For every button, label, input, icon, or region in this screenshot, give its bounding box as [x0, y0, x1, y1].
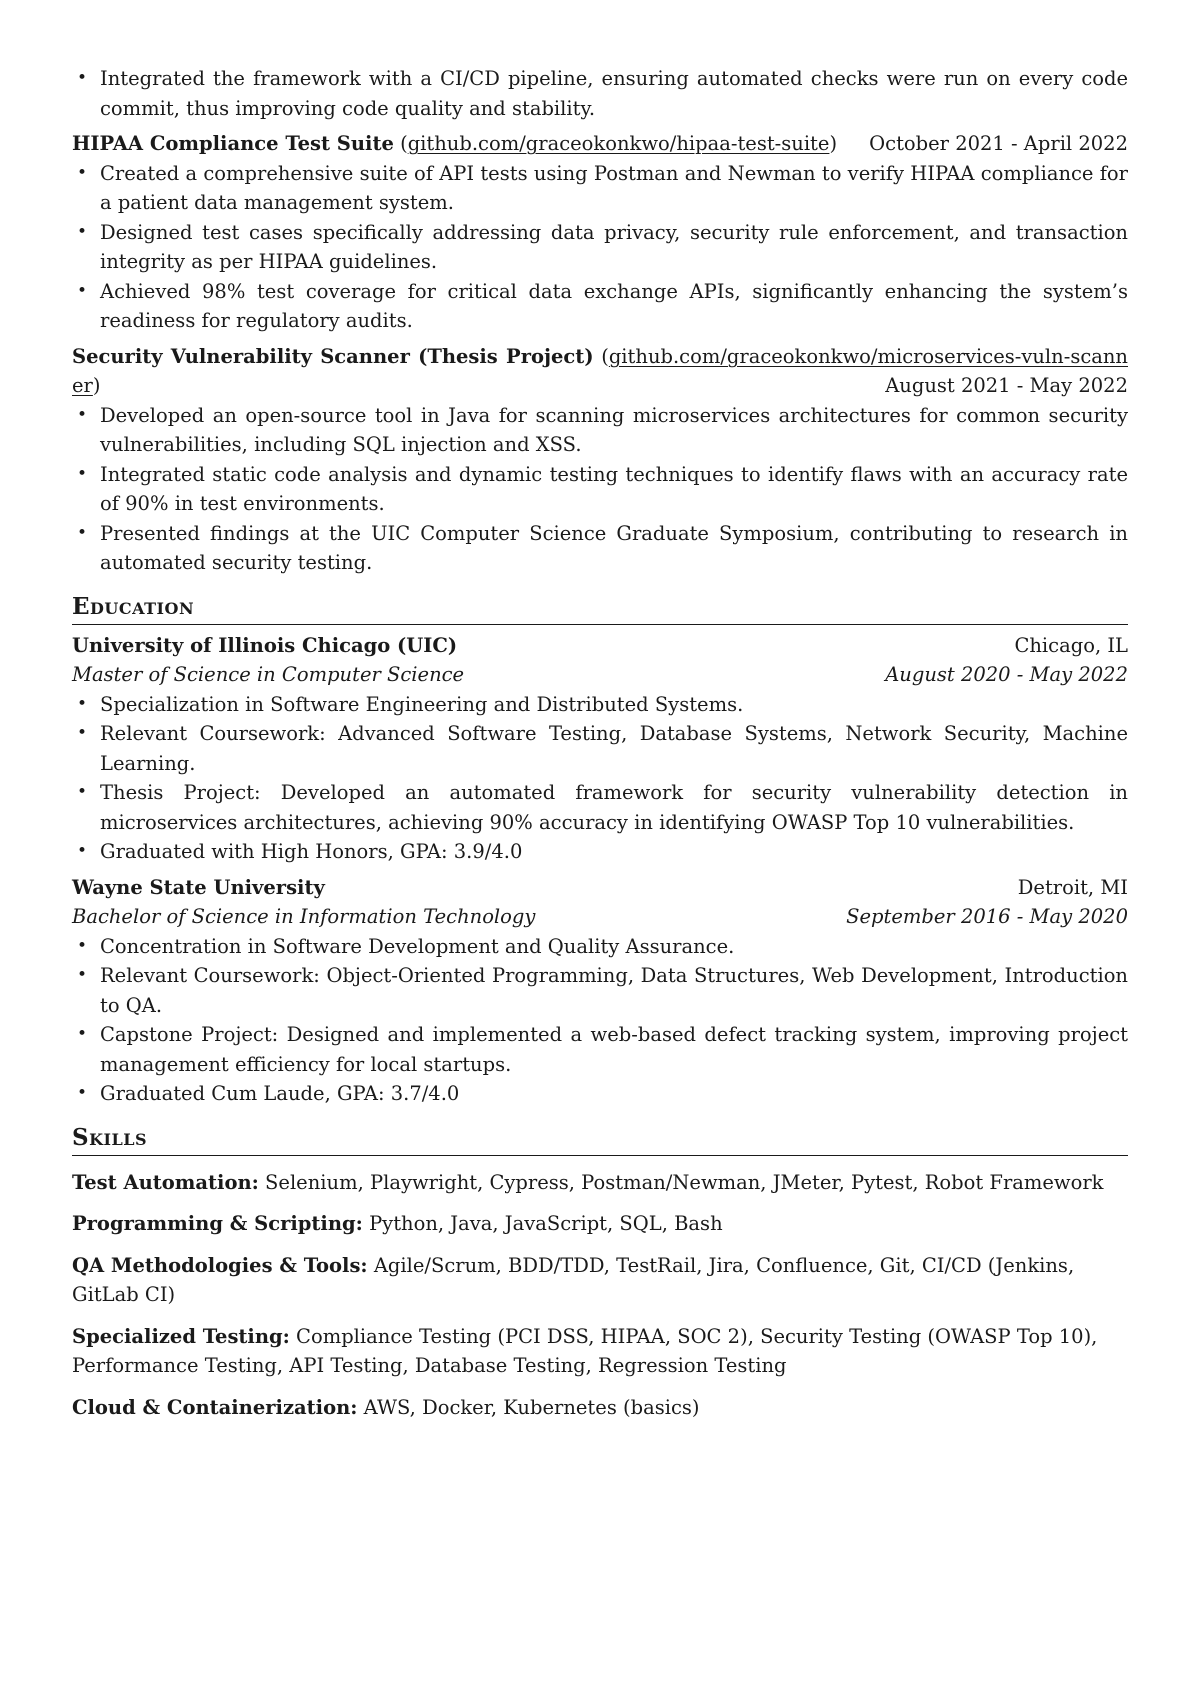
previous-project-bullets [72, 64, 1128, 123]
skill-label: Programming & Scripting: [72, 1212, 363, 1235]
skill-label: Test Automation: [72, 1170, 259, 1194]
project-title: HIPAA Compliance Test Suite [72, 132, 394, 155]
skill-line [72, 1251, 1128, 1310]
project-bullets [72, 401, 1128, 578]
list-item: • Concentration in Software Development and Quality Assurance. [72, 932, 1128, 962]
education-dates: September 2016 - May 2020 [846, 905, 1128, 928]
list-item: • Relevant Coursework: Object-Oriented Programming, Data Structures, Web Development, Introduction to QA. [72, 961, 1128, 1020]
list-item: • Capstone Project: Designed and implemented a web-based defect tracking system, improving project management efficiency for local startups. [72, 1020, 1128, 1079]
list-item: • Presented findings at the UIC Computer Science Graduate Symposium, contributing to research in automated security testing. [72, 519, 1128, 578]
education-entry [72, 873, 1128, 932]
skill-value: AWS, Docker, Kubernetes (basics) [363, 1395, 700, 1419]
skill-value: Compliance Testing (PCI DSS, HIPAA, SOC 2), Security Testing (OWASP Top 10), Performance Testing, API Testing, Database Testing, Regression Testing [72, 1324, 1098, 1377]
skill-label: Specialized Testing: [72, 1324, 290, 1348]
education-bullets [72, 690, 1128, 867]
project-dates: August 2021 - May 2022 [885, 374, 1128, 397]
skill-value: Selenium, Playwright, Cypress, Postman/Newman, JMeter, Pytest, Robot Framework [265, 1170, 1104, 1194]
project-link[interactable]: github.com/graceokonkwo/hipaa-test-suite [407, 132, 830, 155]
list-item: • Thesis Project: Developed an automated framework for security vulnerability detection in microservices architectures, achieving 90% accuracy in identifying OWASP Top 10 vulnerabilities. [72, 778, 1128, 837]
project-link[interactable]: github.com/graceokonkwo/microservices-vuln-scanner [72, 344, 1128, 397]
school-location: Detroit, MI [1017, 875, 1128, 899]
school-location: Chicago, IL [1014, 633, 1128, 657]
skill-value: Agile/Scrum, BDD/TDD, TestRail, Jira, Confluence, Git, CI/CD (Jenkins, GitLab CI) [72, 1253, 1075, 1306]
skill-line [72, 1168, 1128, 1198]
list-item: • Achieved 98% test coverage for critical data exchange APIs, significantly enhancing the system’s readiness for regulatory audits. [72, 277, 1128, 336]
skill-value: Python, Java, JavaScript, SQL, Bash [369, 1212, 723, 1235]
degree: Bachelor of Science in Information Technology [72, 905, 536, 928]
skill-label: QA Methodologies & Tools: [72, 1253, 368, 1277]
list-item: • Specialization in Software Engineering and Distributed Systems. [72, 690, 1128, 720]
skill-line [72, 1393, 1128, 1423]
skill-line [72, 1209, 1128, 1239]
project-dates: October 2021 - April 2022 [869, 132, 1128, 155]
project-header: HIPAA Compliance Test Suite (github.com/graceokonkwo/hipaa-test-suite) October 2021 - April 2022 [72, 129, 1128, 159]
project-title: Security Vulnerability Scanner (Thesis Project) [72, 344, 594, 368]
list-item: • Created a comprehensive suite of API tests using Postman and Newman to verify HIPAA compliance for a patient data management system. [72, 159, 1128, 218]
education-entry [72, 631, 1128, 690]
education-bullets [72, 932, 1128, 1109]
list-item: • Integrated the framework with a CI/CD pipeline, ensuring automated checks were run on every code commit, thus improving code quality and stability. [72, 64, 1128, 123]
list-item: • Graduated Cum Laude, GPA: 3.7/4.0 [72, 1079, 1128, 1109]
section-heading-education: Education [72, 592, 1128, 625]
list-item: • Graduated with High Honors, GPA: 3.9/4.0 [72, 837, 1128, 867]
list-item: • Relevant Coursework: Advanced Software Testing, Database Systems, Network Security, Machine Learning. [72, 719, 1128, 778]
list-item: • Developed an open-source tool in Java for scanning microservices architectures for common security vulnerabilities, including SQL injection and XSS. [72, 401, 1128, 460]
skill-label: Cloud & Containerization: [72, 1395, 358, 1419]
list-item: • Integrated static code analysis and dynamic testing techniques to identify flaws with an accuracy rate of 90% in test environments. [72, 460, 1128, 519]
list-item: • Designed test cases specifically addressing data privacy, security rule enforcement, and transaction integrity as per HIPAA guidelines. [72, 218, 1128, 277]
school-name: Wayne State University [72, 875, 325, 899]
education-dates: August 2020 - May 2022 [885, 663, 1128, 686]
skill-line [72, 1322, 1128, 1381]
degree: Master of Science in Computer Science [72, 663, 465, 686]
project-header: Security Vulnerability Scanner (Thesis Project) (github.com/graceokonkwo/microservices-vuln-scanner) August 2021 - May 2022 [72, 344, 1128, 397]
project-bullets [72, 159, 1128, 336]
school-name: University of Illinois Chicago (UIC) [72, 633, 458, 657]
section-heading-skills: Skills [72, 1123, 1128, 1156]
